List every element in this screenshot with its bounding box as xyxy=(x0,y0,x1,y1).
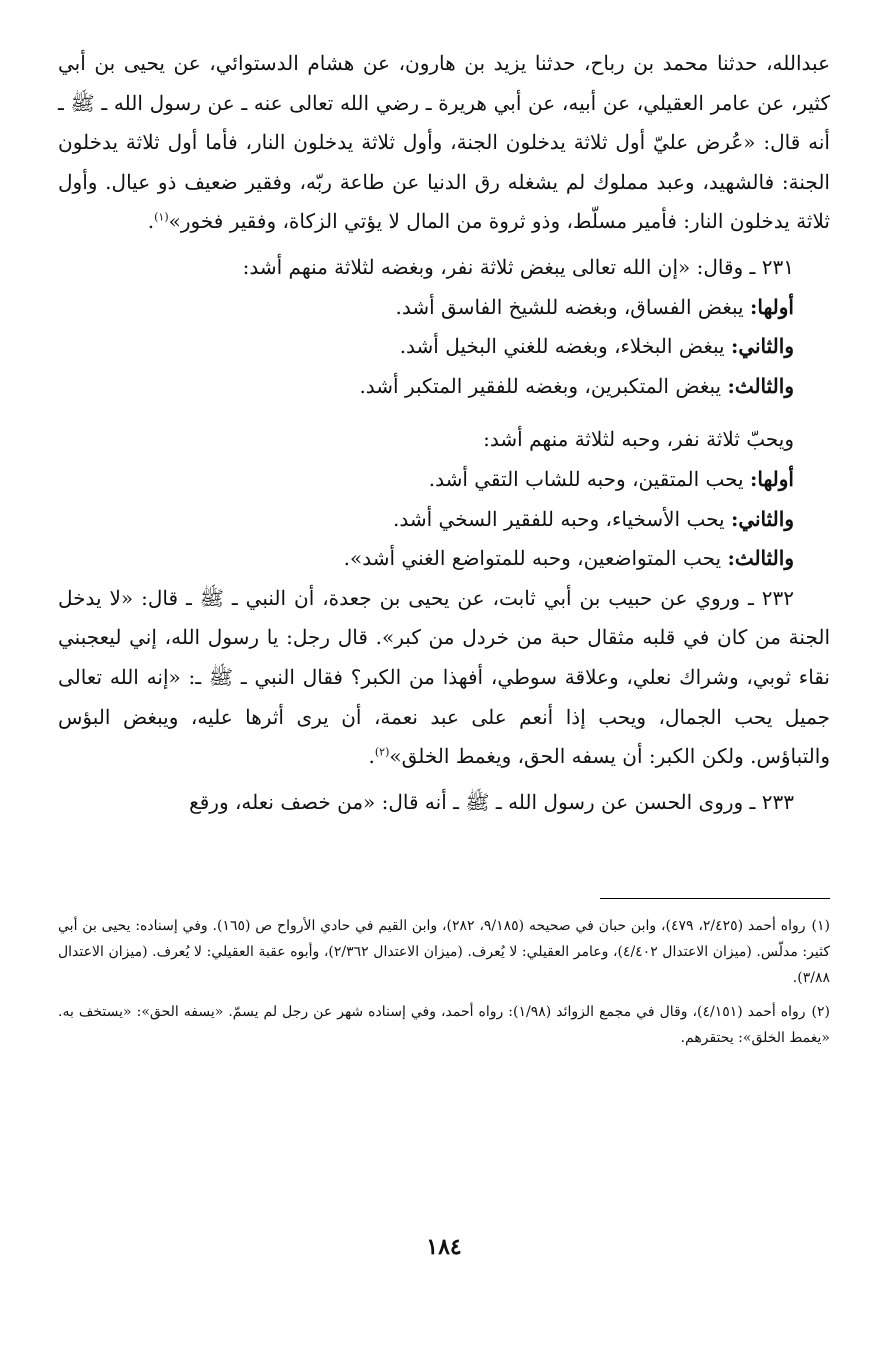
love-item-2 xyxy=(58,500,830,540)
footnote-separator xyxy=(600,898,830,899)
footnote-2-text: رواه أحمد (٤/١٥١)، وقال في مجمع الزوائد (١/٩٨): رواه أحمد، وفي إسناده شهر عن رجل لم يسمّ. «يسفه الحق»: «يستخف به. «يغمط الخلق»: يحتقرهم. xyxy=(58,1004,830,1047)
hate-item-3-label: والثالث: xyxy=(727,373,794,398)
hadith-232-end: . xyxy=(368,744,375,769)
hate-item-2-label: والثاني: xyxy=(730,334,794,359)
love-item-1-label: أولها: xyxy=(749,466,794,491)
love-item-2-text: يحب الأسخياء، وحبه للفقير السخي أشد. xyxy=(393,506,731,531)
footnote-ref-2: (٢) xyxy=(374,745,390,759)
love-item-1-text: يحب المتقين، وحبه للشاب التقي أشد. xyxy=(428,466,750,491)
hate-item-3 xyxy=(58,367,830,407)
hate-item-3-text: يبغض المتكبرين، وبغضه للفقير المتكبر أشد. xyxy=(359,373,728,398)
footnote-2 xyxy=(58,999,830,1051)
hadith-232-text: ٢٣٢ ـ وروي عن حبيب بن أبي ثابت، عن يحيى بن جعدة، أن النبي ـ ﷺ ـ قال: «لا يدخل الجنة من كان في قلبه مثقال حبة من خردل من كبر». قال رجل: يا رسول الله، إني ليعجبني نقاء ثوبي، وشراك نعلي، وعلاقة سوطي، أفهذا من الكبر؟ فقال النبي ـ ﷺ ـ: «إنه الله تعالى جميل يحب الجمال، ويحب إذا أنعم على عبد نعمة، أن يرى أثرها عليه، ويبغض البؤس والتباؤس. ولكن الكبر: أن يسفه الحق، ويغمط الخلق» xyxy=(58,585,830,769)
footnote-2-marker: (٢) xyxy=(811,1004,830,1021)
hadith-231-intro: ٢٣١ ـ وقال: «إن الله تعالى يبغض ثلاثة نفر، وبغضه لثلاثة منهم أشد: xyxy=(242,254,794,279)
footnote-1-text: رواه أحمد (٢/٤٢٥، ٤٧٩)، وابن حبان في صحيحه (٩/١٨٥، ٢٨٢)، وابن القيم في حادي الأرواح ص (١٦٥). وفي إسناده: يحيى بن أبي كثير: مدلّس. (ميزان الاعتدال ٤/٤٠٢)، وعامر العقيلي: لا يُعرف. (ميزان الاعتدال ٢/٣٦٢)، وأبوه عقبة العقيلي: لا يُعرف. (ميزان الاعتدال ٣/٨٨). xyxy=(58,918,830,987)
hate-item-1-text: يبغض الفساق، وبغضه للشيخ الفاسق أشد. xyxy=(395,294,750,319)
footnote-1 xyxy=(58,913,830,991)
hate-item-2-text: يبغض البخلاء، وبغضه للغني البخيل أشد. xyxy=(399,334,731,359)
page-number: ١٨٤ xyxy=(426,1234,462,1260)
hate-item-1-label: أولها: xyxy=(749,294,794,319)
book-page xyxy=(58,44,830,1369)
love-item-3-text: يحب المتواضعين، وحبه للمتواضع الغني أشد». xyxy=(343,546,728,571)
spacer xyxy=(58,406,830,420)
footnote-1-marker: (١) xyxy=(811,918,830,935)
hadith-230-end: . xyxy=(147,209,155,234)
hate-item-2 xyxy=(58,327,830,367)
love-intro: ويحبّ ثلاثة نفر، وحبه لثلاثة منهم أشد: xyxy=(483,427,794,452)
love-item-1 xyxy=(58,460,830,500)
hadith-230-tail xyxy=(58,44,830,242)
hadith-233-start: ٢٣٣ ـ وروى الحسن عن رسول الله ـ ﷺ ـ أنه قال: «من خصف نعله، ورقع xyxy=(189,789,794,814)
footnote-ref-1: (١) xyxy=(154,210,169,224)
hate-item-1 xyxy=(58,288,830,328)
love-item-3-label: والثالث: xyxy=(727,546,794,571)
love-item-2-label: والثاني: xyxy=(730,506,794,531)
love-item-3 xyxy=(58,539,830,579)
hadith-230-text: عبدالله، حدثنا محمد بن رباح، حدثنا يزيد بن هارون، عن هشام الدستوائي، عن يحيى بن أبي كثير، عن عامر العقيلي، عن أبيه، عن أبي هريرة ـ رضي الله تعالى عنه ـ عن رسول الله ـ ﷺ ـ أنه قال: «عُرض عليّ أول ثلاثة يدخلون الجنة، وأول ثلاثة يدخلون النار، فأما أول ثلاثة يدخلون الجنة: فالشهيد، وعبد مملوك لم يشغله رق الدنيا عن طاعة ربّه، وفقير ضعيف ذو عيال. وأول ثلاثة يدخلون النار: فأمير مسلّط، وذو ثروة من المال لا يؤتي الزكاة، وفقير فخور» xyxy=(58,51,830,234)
hadith-232 xyxy=(58,579,830,777)
